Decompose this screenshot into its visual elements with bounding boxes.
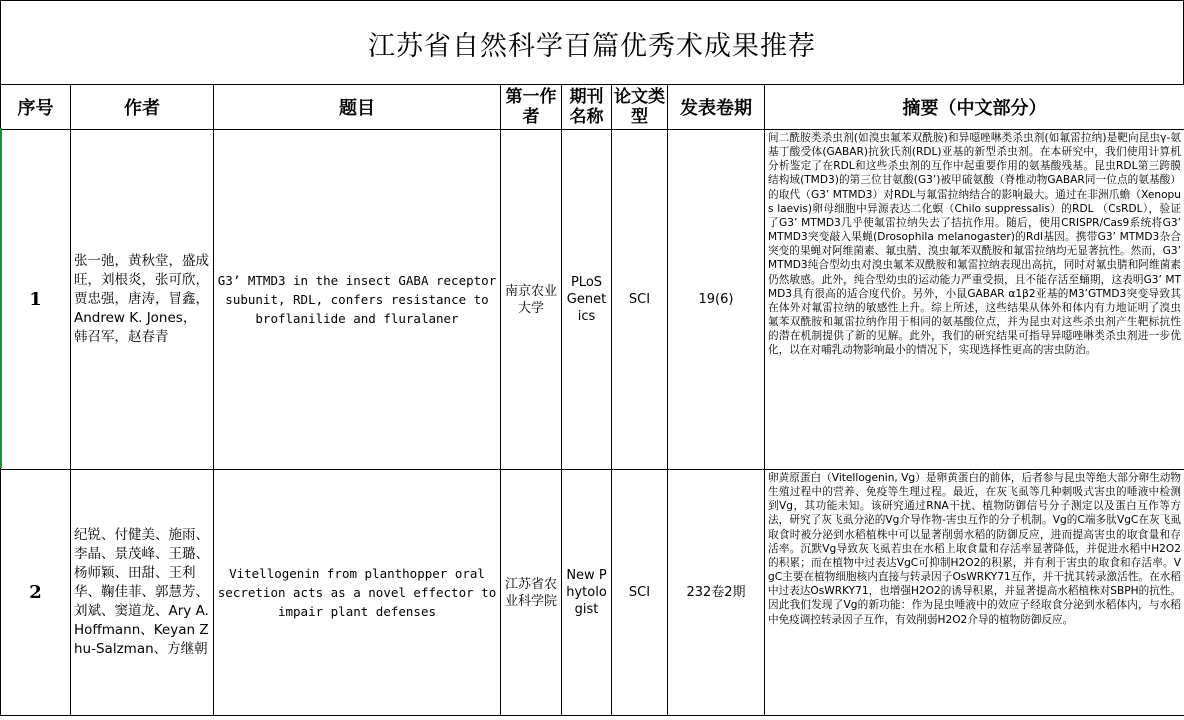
cell-topic[interactable]: Vitellogenin from planthopper oral secretion acts as a novel effector to impair plant defenses [214, 470, 501, 716]
header-no[interactable]: 序号 [1, 85, 71, 130]
header-row [1, 85, 1184, 130]
sheet-title: 江苏省自然科学百篇优秀术成果推荐 [0, 0, 1184, 85]
cell-abstract[interactable]: 卵黄原蛋白（Vitellogenin, Vg）是卵黄蛋白的前体，后者参与昆虫等绝大部分卵生动物生殖过程中的营养、免疫等生理过程。最近，在灰飞虱等几种刺吸式害虫的唾液中检测到Vg，其功能未知。该研究通过RNA干扰、植物防御信号分子测定以及蛋白互作等方法，研究了灰飞虱分泌的Vg介导作物-害虫互作的分子机制。Vg的C端多肽VgC在灰飞虱取食时被分泌到水稻植株中可以显著削弱水稻的防御反应，进而提高害虫的取食量和存活率。沉默Vg导致灰飞虱若虫在水稻上取食量和存活率显著降低，并促进水稻中H2O2的积累；而在植物中过表达VgC可抑制H2O2的积累，并有利于害虫的取食和存活率。VgC主要在植物细胞核内直接与转录因子OsWRKY71互作，并干扰其转录激活性。在水稻中过表达OsWRKY71，也增强H2O2的诱导积累，并显著提高水稻植株对SBPH的抗性。因此我们发现了Vg的新功能：作为昆虫唾液中的效应子经取食分泌到水稻体内，与水稻中免疫调控转录因子互作，有效削弱H2O2介导的植物防御反应。 [765, 470, 1184, 716]
header-authors[interactable]: 作者 [71, 85, 214, 130]
cell-volume[interactable]: 19(6) [668, 130, 765, 470]
cell-authors[interactable]: 纪锐、付健美、施雨、李晶、景茂峰、王璐、杨师颖、田甜、王利华、鞠佳菲、郭慧芳、刘斌、窦道龙、Ary A. Hoffmann、Keyan Zhu-Salzman、方继朝 [71, 470, 214, 716]
header-first-author[interactable]: 第一作者 [501, 85, 562, 130]
cell-volume[interactable]: 232卷2期 [668, 470, 765, 716]
header-paper-type[interactable]: 论文类型 [612, 85, 668, 130]
cell-no[interactable]: 1 [1, 130, 71, 470]
cell-journal[interactable]: New Phytologist [562, 470, 612, 716]
table-row [1, 470, 1184, 716]
cell-paper-type[interactable]: SCI [612, 470, 668, 716]
cell-first-author[interactable]: 江苏省农业科学院 [501, 470, 562, 716]
cell-paper-type[interactable]: SCI [612, 130, 668, 470]
selection-indicator [0, 128, 2, 468]
header-journal[interactable]: 期刊名称 [562, 85, 612, 130]
cell-authors[interactable]: 张一弛，黄秋堂，盛成旺，刘根炎，张可欣，贾忠强，唐涛，冒鑫，Andrew K. Jones，韩召军，赵春青 [71, 130, 214, 470]
recommendation-table [0, 84, 1184, 716]
header-volume[interactable]: 发表卷期 [668, 85, 765, 130]
cell-journal[interactable]: PLoS Genetics [562, 130, 612, 470]
cell-no[interactable]: 2 [1, 470, 71, 716]
cell-first-author[interactable]: 南京农业大学 [501, 130, 562, 470]
cell-topic[interactable]: G3’ MTMD3 in the insect GABA receptor subunit, RDL, confers resistance to broflanilide and fluralaner [214, 130, 501, 470]
header-abstract[interactable]: 摘要（中文部分） [765, 85, 1184, 130]
header-topic[interactable]: 题目 [214, 85, 501, 130]
table-row [1, 130, 1184, 470]
cell-abstract[interactable]: 间二酰胺类杀虫剂(如溴虫氟苯双酰胺)和异噁唑啉类杀虫剂(如氟雷拉纳)是靶向昆虫γ-氨基丁酸受体(GABAR)抗狄氏剂(RDL)亚基的新型杀虫剂。在本研究中，我们使用计算机分析鉴定了在RDL和这些杀虫剂的互作中起重要作用的氨基酸残基。昆虫RDL第三跨膜结构域(TMD3)的第三位甘氨酸(G3’)被甲硫氨酸（脊椎动物GABAR同一位点的氨基酸）的取代（G3’ MTMD3）对RDL与氟雷拉纳结合的影响最大。通过在非洲爪蟾（Xenopus laevis)卵母细胞中异源表达二化螟（Chilo suppressalis）的RDL （CsRDL），验证了G3’ MTMD3几乎使氟雷拉纳失去了拮抗作用。随后，使用CRISPR/Cas9系统将G3’ MTMD3突变敲入果蝇(Drosophila melanogaster)的Rdl基因。携带G3’ MTMD3杂合突变的果蝇对阿维菌素、氟虫腈、溴虫氟苯双酰胺和氟雷拉纳均无显著抗性。然而，G3’ MTMD3纯合型幼虫对溴虫氟苯双酰胺和氟雷拉纳表现出高抗，同时对氟虫腈和阿维菌素仍然敏感。此外，纯合型幼虫的运动能力严重受损，且不能存活至蛹期，这表明G3’ MTMD3具有很高的适合度代价。另外，小鼠GABAR α1β2亚基的M3’GTMD3突变导致其在体外对氟雷拉纳的敏感性上升。综上所述，这些结果从体外和体内有力地证明了溴虫氟苯双酰胺和氟雷拉纳作用于相同的氨基酸位点，并为昆虫对这些杀虫剂产生靶标抗性的潜在机制提供了新的见解。此外，我们的研究结果可指导异噁唑啉类杀虫剂进一步优化，以在对哺乳动物影响最小的情况下，实现选择性更高的害虫防治。 [765, 130, 1184, 470]
